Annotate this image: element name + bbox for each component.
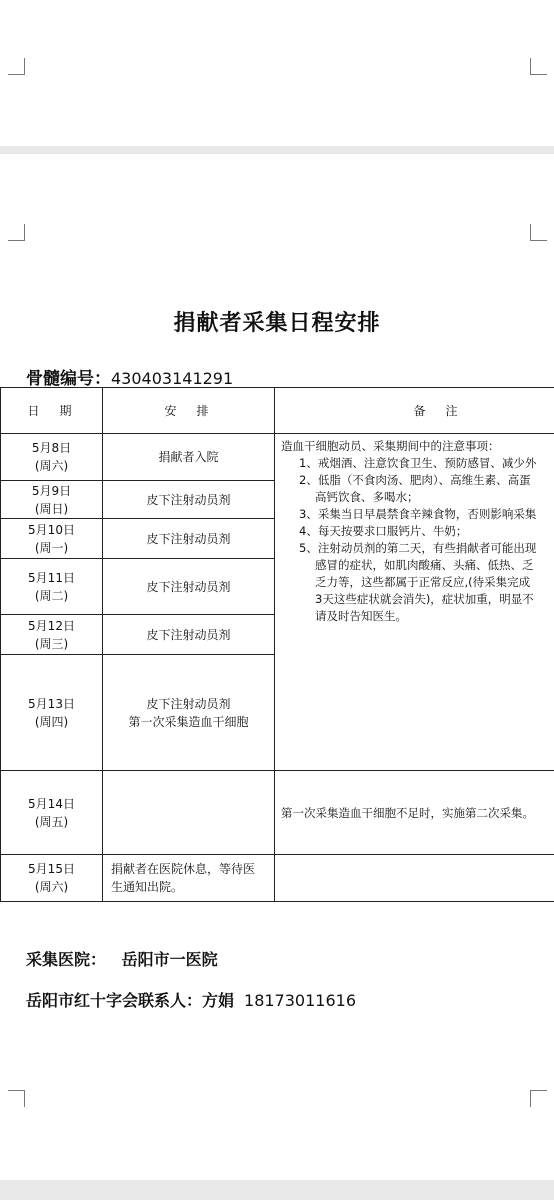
- header-arrange: 安 排: [103, 388, 275, 434]
- crop-mark: [8, 58, 25, 75]
- note-item: 2、低脂（不食肉汤、肥肉）、高维生素、高蛋: [299, 473, 531, 487]
- contact-phone: 18173011616: [244, 991, 356, 1010]
- note-item: 3、采集当日早晨禁食辛辣食物，否则影响采集: [299, 507, 537, 521]
- notes-cell-second: 第一次采集造血干细胞不足时，实施第二次采集。: [275, 771, 554, 855]
- note-item: 高钙饮食、多喝水；: [315, 490, 419, 504]
- arrange-cell: 捐献者入院: [103, 434, 275, 481]
- table-row: [1, 434, 554, 481]
- notes-intro: 造血干细胞动员、采集期间中的注意事项：: [281, 439, 500, 453]
- contact-label: 岳阳市红十字会联系人：方娟: [26, 991, 235, 1010]
- date-cell: 5月14日 (周五): [1, 771, 103, 855]
- marrow-id-number: 430403141291: [111, 369, 234, 388]
- contact-line: [26, 988, 356, 1011]
- note-item: 感冒的症状，如肌肉酸痛、头痛、低热、乏: [315, 558, 534, 572]
- date-cell: 5月15日 (周六): [1, 855, 103, 902]
- previous-page: [0, 0, 554, 146]
- arrange-cell: 皮下注射动员剂: [103, 559, 275, 615]
- date-cell: 5月9日 (周日): [1, 481, 103, 519]
- hospital-line: [26, 947, 218, 970]
- date-cell: 5月12日 (周三): [1, 615, 103, 655]
- arrange-cell: 皮下注射动员剂: [103, 615, 275, 655]
- crop-mark: [530, 1090, 547, 1107]
- note-item: 3天这些症状就会消失)，症状加重，明显不: [315, 592, 534, 606]
- arrange-cell: 捐献者在医院休息，等待医生通知出院。: [103, 855, 275, 902]
- hospital-name: 岳阳市一医院: [121, 950, 218, 969]
- page-title: 捐献者采集日程安排: [173, 311, 381, 336]
- notes-cell: [275, 434, 554, 771]
- table-header-row: [1, 388, 554, 434]
- notes-cell-empty: [275, 855, 554, 902]
- crop-mark: [8, 1090, 25, 1107]
- date-cell: 5月10日 (周一): [1, 519, 103, 559]
- marrow-id: [26, 364, 233, 389]
- arrange-cell: 皮下注射动员剂: [103, 481, 275, 519]
- table-row: [1, 771, 554, 855]
- date-cell: 5月11日 (周二): [1, 559, 103, 615]
- arrange-cell: 皮下注射动员剂 第一次采集造血干细胞: [103, 655, 275, 771]
- date-cell: 5月8日 (周六): [1, 434, 103, 481]
- note-item: 1、戒烟酒、注意饮食卫生、预防感冒、减少外: [299, 456, 537, 470]
- header-notes: 备 注: [275, 388, 554, 434]
- date-cell: 5月13日 (周四): [1, 655, 103, 771]
- crop-mark: [530, 58, 547, 75]
- crop-mark: [8, 224, 25, 241]
- schedule-table: [0, 387, 554, 902]
- note-item: 乏力等，这些都属于正常反应,(待采集完成: [315, 575, 531, 589]
- document-page: [0, 154, 554, 1180]
- arrange-cell: [103, 771, 275, 855]
- note-item: 5、注射动员剂的第二天，有些捐献者可能出现: [299, 541, 537, 555]
- arrange-cell: 皮下注射动员剂: [103, 519, 275, 559]
- table-row: [1, 855, 554, 902]
- marrow-id-label: 骨髓编号：: [26, 369, 111, 389]
- note-item: 4、每天按要求口服钙片、牛奶；: [299, 524, 468, 538]
- hospital-label: 采集医院：: [26, 950, 107, 969]
- crop-mark: [530, 224, 547, 241]
- note-item: 请及时告知医生。: [315, 609, 407, 623]
- header-date: 日 期: [1, 388, 103, 434]
